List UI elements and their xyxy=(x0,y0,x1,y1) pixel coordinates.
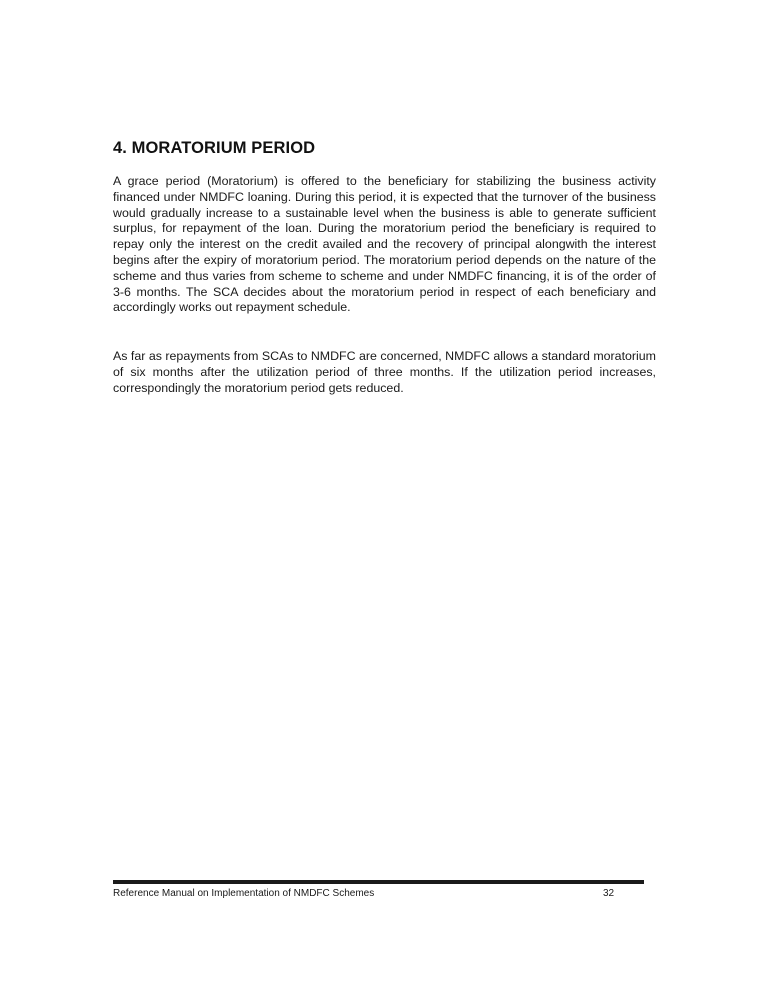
section-heading: 4. MORATORIUM PERIOD xyxy=(113,139,316,157)
footer-title: Reference Manual on Implementation of NMDFC Schemes xyxy=(113,888,375,899)
page-number: 32 xyxy=(603,888,615,899)
footer-divider xyxy=(113,880,644,884)
paragraph-moratorium-definition: A grace period (Moratorium) is offered to the beneficiary for stabilizing the business activity financed under NMDFC loaning. During this period, it is expected that the turnover of the business would gradually increase to a sustainable level when the business is able to generate sufficient surplus, for repayment of the loan. During the moratorium period the beneficiary is required to repay only the interest on the credit availed and the recovery of principal alongwith the interest begins after the expiry of moratorium period. The moratorium period depends on the nature of the scheme and thus varies from scheme to scheme and under NMDFC financing, it is of the order of 3-6 months. The SCA decides about the moratorium period in respect of each beneficiary and accordingly works out repayment schedule. xyxy=(113,174,656,315)
paragraph-sca-repayments: As far as repayments from SCAs to NMDFC are concerned, NMDFC allows a standard moratorium of six months after the utilization period of three months. If the utilization period increases, correspondingly the moratorium period gets reduced. xyxy=(113,349,656,395)
